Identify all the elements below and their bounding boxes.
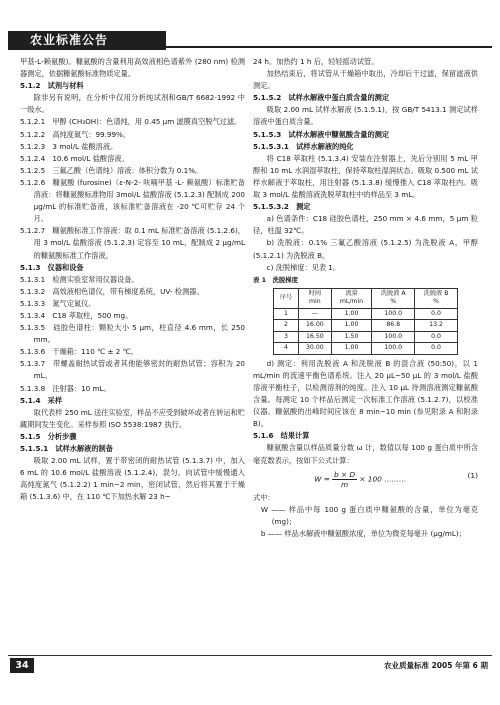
table-row (274, 331, 458, 343)
table-cell: 0.0 (415, 343, 458, 355)
table-cell: 13.2 (415, 320, 458, 332)
numbered-item: 5.1.3.3 氮气定氮仪。 (20, 298, 96, 308)
table-cell: 0.0 (415, 308, 458, 320)
table-header-cell: 洗脱液 B % (415, 288, 458, 308)
section-heading: 5.1.5.3.2 测定 (253, 202, 311, 212)
section-heading: 5.1.2 试剂与材料 (20, 81, 84, 91)
list-item: b) 洗脱液：0.1% 三氟乙酸溶液 (5.1.2.5) 为洗脱液 A，甲醇 (5.1.2.1) 为洗脱液 B。 (253, 238, 478, 260)
page-number: 34 (10, 658, 34, 673)
formula-rhs: × 100 (359, 474, 382, 484)
table-row (274, 343, 458, 355)
left-column (20, 56, 245, 503)
paragraph: 取代表样 250 mL 送往实验室，样品不应受到破坏或者在转运和贮藏期间发生变化。采样参照 ISO 5538:1987 执行。 (20, 407, 245, 429)
paragraph: 式中： (253, 492, 275, 502)
table-cell: 1.50 (331, 331, 372, 343)
table-header-cell: 洗脱液 A % (372, 288, 415, 308)
numbered-item: 5.1.2.6 糠氨酸 (furosine)（ε-N-2- 呋喃甲基 -L- 赖氨酸）标准贮备溶液：将糠氨酸标准物用 3mol/L 盐酸溶液 (5.1.2.3) 配制成 200 μg/mL 的标准贮备液，该标准贮备溶液在 -20 ℃可贮存 24 个月。 (20, 177, 245, 224)
calculation-formula (253, 470, 478, 489)
symbol-definition: W —— 样品中每 100 g 蛋白质中糠氨酸的含量，单位为毫克 (mg)； (260, 504, 478, 526)
table-row (274, 320, 458, 332)
numbered-item: 5.1.3.1 检测实验室常用仪器设备。 (20, 274, 139, 284)
section-heading: 5.1.5.3.1 试样水解液的纯化 (253, 141, 354, 151)
table-cell: 4 (274, 343, 299, 355)
table-row (274, 308, 458, 320)
paragraph: 吸取 2.00 mL 试样，置于带密闭的耐热试管 (5.1.3.7) 中，加入 6 mL 的 10.6 mol/L 盐酸溶液 (5.1.2.4)，混匀。向试管中缓慢通入高纯度氮气 (5.1.2.2) 1 min~2 min，密闭试管，然后将其置于干燥箱 (5.1.3.6) 中，在 110 ℃下加热水解 23 h~ (20, 456, 245, 502)
table-cell: 1.00 (331, 308, 372, 320)
numbered-item: 5.1.3.2 高效液相色谱仪，带有梯度系统，UV- 检测器。 (20, 286, 204, 296)
numbered-item: 5.1.3.6 干燥箱：110 ℃ ± 2 ℃。 (20, 347, 138, 357)
numbered-item: 5.1.3.7 带螺盖耐热试管或者其他能够密封的耐热试管；容积为 20 mL。 (20, 359, 245, 381)
paragraph: 除非另有说明，在分析中仅用分析纯试剂和GB/T 6682-1992 中一级水。 (20, 93, 245, 115)
table-cell: 3 (274, 331, 299, 343)
numbered-item: 5.1.2.4 10.6 mol/L 盐酸溶液。 (20, 153, 129, 163)
equation-number: (1) (467, 470, 478, 480)
list-item: d) 测定：利用洗脱液 A 和洗脱液 B 的混合液 (50:50)，以 1 mL/min 的流速平衡色谱系统。注入 20 μL~50 μL 的 3 mol/L 盐酸溶液平衡柱子，以检测溶剂的纯度。注入 10 μL 待测溶液测定糠氨酸含量。每测定 10 个样品后测定一次标准工作溶液 (5.1.2.7)，以校准仪器。糠氨酸的出峰时间应该在 8 min~10 min (参见附录 A 和附录 B)。 (253, 358, 478, 429)
table-cell: 0.0 (415, 331, 458, 343)
formula-leader: ……… (384, 474, 407, 484)
paragraph: 甲基-L-赖氨酸)。糠氨酸的含量利用高效液相色谱紫外 (280 nm) 检测器测定，依据糠氨酸标准物质定量。 (20, 57, 245, 79)
numbered-item: 5.1.2.2 高纯度氮气：99.99%。 (20, 129, 131, 139)
table-cell: 100.0 (372, 308, 415, 320)
section-heading: 5.1.5.3 试样水解液中糠氨酸含量的测定 (253, 129, 390, 139)
symbol-definition: b —— 样品水解液中糠氨酸浓度，单位为微克每毫升 (μg/mL)； (260, 528, 466, 538)
formula-lhs: W = (314, 474, 330, 484)
table-cell: 16.50 (299, 331, 332, 343)
paragraph: 吸取 2.00 mL 试样水解液 (5.1.5.1)，按 GB/T 5413.1 测定试样溶液中蛋白质含量。 (253, 105, 478, 127)
table-cell: 1 (274, 308, 299, 320)
paragraph: 24 h。加热约 1 h 后，轻轻摇动试管。 (253, 57, 379, 66)
paragraph: 加热结束后，将试管从干燥箱中取出，冷却后干过滤，保留滤液供测定。 (253, 69, 478, 91)
formula-fraction (332, 470, 357, 489)
footer-rule (8, 655, 492, 656)
numbered-item: 5.1.2.3 3 mol/L 盐酸溶液。 (20, 141, 118, 151)
table-cell: 16.00 (299, 320, 332, 332)
section-heading: 5.1.6 结果计算 (253, 431, 310, 441)
elution-gradient-table (273, 288, 458, 355)
numbered-item: 5.1.2.7 糠氨酸标准工作溶液：取 0.1 mL 标准贮备溶液 (5.1.2.6)，用 3 mol/L 盐酸溶液 (5.1.2.3) 定容至 10 mL，配制成 2 μg/mL 的糠氨酸标准工作溶液。 (20, 226, 245, 260)
numbered-item: 5.1.3.8 注射器：10 mL。 (20, 383, 111, 393)
numbered-item: 5.1.3.5 硅胶色谱柱：颗粒大小 5 μm，柱直径 4.6 mm，长 250 mm。 (20, 323, 245, 345)
table-cell: 100.0 (372, 343, 415, 355)
table-header-cell: 时间 min (299, 288, 332, 308)
section-heading: 5.1.5 分析步骤 (20, 431, 77, 441)
section-heading: 5.1.3 仪器和设备 (20, 262, 84, 272)
table-cell: 100.0 (372, 331, 415, 343)
list-item: c) 洗脱梯度：见表 1。 (266, 262, 341, 272)
formula-numerator: b × D (333, 469, 356, 479)
list-item: a) 色谱条件：C18 硅胶色谱柱，250 mm × 4.6 mm，5 μm 粒径，柱温 32℃。 (253, 214, 478, 236)
numbered-item: 5.1.2.1 甲醇 (CH₃OH)：色谱纯，用 0.45 μm 滤膜真空脱气过滤。 (20, 117, 242, 127)
table-cell: 1.00 (331, 343, 372, 355)
section-heading: 5.1.5.2 试样水解液中蛋白质含量的测定 (253, 93, 390, 103)
journal-footer: 农业质量标准 2005 年第 6 期 (383, 661, 488, 670)
banner-rule (166, 46, 492, 48)
paragraph: 将 C18 萃取柱 (5.1.3.4) 安装在注射器上，先后分别用 5 mL 甲醇和 10 mL 水润湿萃取柱，保持萃取柱湿润状态。吸取 0.500 mL 试样水解液于萃取柱，用注射器 (5.1.3.8) 缓慢推入 C18 萃取柱内。吸取 3 mol/L 盐酸溶液洗脱萃取柱中的样品至 3 mL。 (253, 153, 478, 200)
table-cell: 2 (274, 320, 299, 332)
section-banner: 农业标准公告 (8, 31, 166, 50)
table-cell: — (299, 308, 332, 320)
table-cell: 86.8 (372, 320, 415, 332)
table-cell: 1.00 (331, 320, 372, 332)
section-heading: 5.1.4 采样 (20, 395, 63, 405)
formula-denominator: m (340, 479, 349, 489)
numbered-item: 5.1.2.5 三氟乙酸（色谱纯）溶液：体积分数为 0.1%。 (20, 165, 203, 175)
table-caption: 表 1 洗脱梯度 (253, 275, 299, 284)
numbered-item: 5.1.3.4 C18 萃取柱，500 mg。 (20, 310, 133, 320)
table-header-cell: 流量 mL/min (331, 288, 372, 308)
paragraph: 糠氨酸含量以样品质量分数 ω 计，数值以每 100 g 蛋白质中所含毫克数表示，按如下公式计算： (253, 443, 478, 465)
table-header-cell: 序号 (274, 288, 299, 308)
table-cell: 30.00 (299, 343, 332, 355)
section-heading: 5.1.5.1 试样水解液的制备 (20, 444, 113, 453)
right-column (253, 56, 478, 540)
